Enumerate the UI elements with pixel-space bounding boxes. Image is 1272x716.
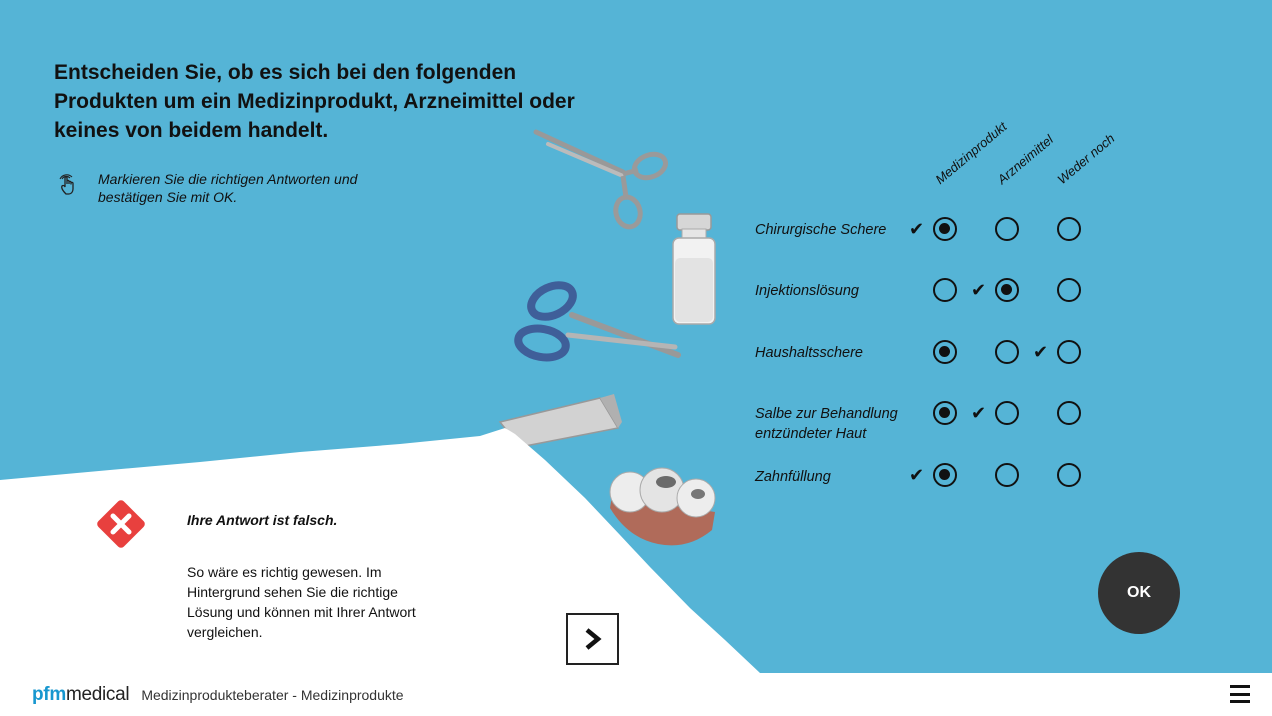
- row-label-salbe: Salbe zur Behandlung entzündeter Haut: [755, 406, 898, 442]
- wrong-answer-icon: [90, 493, 152, 555]
- correct-answer-checkmark-icon: ✔: [909, 219, 925, 239]
- chevron-right-icon: [583, 627, 603, 651]
- row-label-chirurgische-schere: Chirurgische Schere: [755, 222, 887, 238]
- column-header-medizinprodukt: Medizinprodukt: [932, 118, 1010, 187]
- row-label-injektionsloesung: Injektionslösung: [755, 283, 859, 299]
- footer-bar: [0, 673, 1272, 716]
- feedback-title: Ihre Antwort ist falsch.: [187, 512, 338, 528]
- correct-answer-checkmark-icon: ✔: [971, 280, 987, 300]
- row-label-haushaltsschere: Haushaltsschere: [755, 345, 863, 361]
- hint-text: Markieren Sie die richtigen Antworten und bestätigen Sie mit OK.: [98, 171, 358, 205]
- question-title: Entscheiden Sie, ob es sich bei den folgenden Produkten um ein Medizinprodukt, Arzneimittel oder keines von beidem handelt.: [54, 61, 575, 142]
- correct-answer-checkmark-icon: ✔: [909, 465, 925, 485]
- next-button[interactable]: [566, 613, 619, 665]
- course-title: Medizinprodukteberater - Medizinprodukte: [141, 686, 404, 703]
- column-header-weder-noch: Weder noch: [1054, 130, 1118, 187]
- feedback-body: So wäre es richtig gewesen. Im Hintergrund sehen Sie die richtige Lösung und können mit Ihrer Antwort vergleichen.: [187, 564, 416, 640]
- row-label-zahnfuellung: Zahnfüllung: [755, 469, 831, 485]
- hamburger-menu-icon[interactable]: [1230, 685, 1250, 703]
- pfm-medical-logo: pfmmedical: [32, 683, 130, 705]
- correct-answer-checkmark-icon: ✔: [1033, 342, 1049, 362]
- correct-answer-checkmark-icon: ✔: [971, 403, 987, 423]
- column-header-arzneimittel: Arzneimittel: [994, 131, 1057, 187]
- ok-button[interactable]: OK: [1098, 552, 1180, 634]
